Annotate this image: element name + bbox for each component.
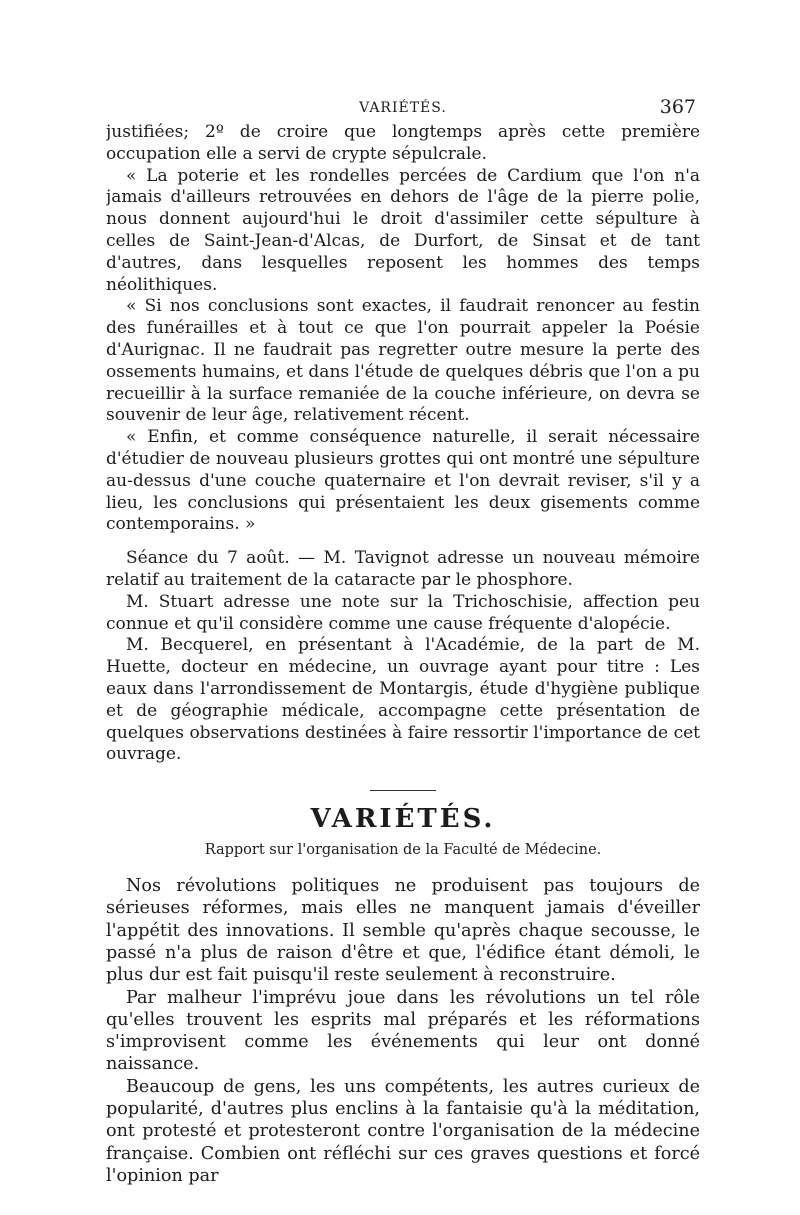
paragraph-2: « La poterie et les rondelles percées de Cardium que l'on n'a jamais d'ailleurs retrouvées en dehors de l'âge de la pierre polie, nous donnent aujourd'hui le droit d'assimiler cette sépulture à celles de Saint-Jean-d'Alcas, de Durfort, de Sinsat et de tant d'autres, dans lesquelles reposent les hommes des temps néolithiques. xyxy=(106,165,700,295)
section-subtitle: Rapport sur l'organisation de la Faculté de Médecine. xyxy=(204,842,602,859)
paragraph-becquerel: M. Becquerel, en présentant à l'Académie, de la part de M. Huette, docteur en médecine, un ouvrage ayant pour titre : Les eaux dans l'arrondissement de Montargis, étude d'hygiène publique et de géographie médicale, accompagne cette présentation de quelques observations destinées à faire ressortir l'importance de cet ouvrage. xyxy=(106,635,700,765)
page-number: 367 xyxy=(659,96,696,118)
paragraph-4: « Enfin, et comme conséquence naturelle, il serait nécessaire d'étudier de nouveau plusieurs grottes qui ont montré une sépulture au-dessus d'une couche quaternaire et l'on devrait reviser, s'il y a lieu, les conclusions qui présentaient les deux gisements comme contemporains. » xyxy=(106,427,700,535)
section-title: VARIÉTÉS. xyxy=(310,804,496,835)
paragraph-seance: Séance du 7 août. — M. Tavignot adresse un nouveau mémoire relatif au traitement de la cataracte par le phosphore. xyxy=(106,548,700,590)
section-body xyxy=(106,875,700,1187)
paragraph-3: « Si nos conclusions sont exactes, il faudrait renoncer au festin des funérailles et à tout ce que l'on pourrait appeler la Poésie d'Aurignac. Il ne faudrait pas regretter outre mesure la perte des ossements humains, et dans l'étude de quelques débris que l'on a pu recueillir à la surface remaniée de la couche inférieure, on devra se souvenir de leur âge, relativement récent. xyxy=(106,296,700,426)
paragraph-1: justifiées; 2º de croire que longtemps après cette première occupation elle a servi de crypte sépulcrale. xyxy=(106,122,700,164)
paragraph-revolutions: Nos révolutions politiques ne produisent pas toujours de sérieuses réformes, mais elles ne manquent jamais d'éveiller l'appétit des innovations. Il semble qu'après chaque secousse, le passé n'a plus de raison d'être et que, l'édifice étant démoli, le plus dur est fait puisqu'il reste seulement à reconstruire. xyxy=(106,876,700,986)
paragraph-imprevu: Par malheur l'imprévu joue dans les révolutions un tel rôle qu'elles trouvent les esprits mal préparés et les réformations s'improvisent comme les événements qui leur ont donné naissance. xyxy=(106,987,700,1075)
section-divider xyxy=(370,790,436,791)
running-title: VARIÉTÉS. xyxy=(359,100,447,116)
document-page xyxy=(106,92,700,1202)
paragraph-stuart: M. Stuart adresse une note sur la Trichoschisie, affection peu connue et qu'il considère comme une cause fréquente d'alopécie. xyxy=(106,591,700,634)
paragraph-beaucoup: Beaucoup de gens, les uns compétents, les autres curieux de popularité, d'autres plus enclins à la fantaisie qu'à la méditation, ont protesté et protesteront contre l'organisation de la médecine française. Combien ont réfléchi sur ces graves questions et forcé l'opinion par xyxy=(106,1076,700,1186)
running-header xyxy=(106,92,700,122)
